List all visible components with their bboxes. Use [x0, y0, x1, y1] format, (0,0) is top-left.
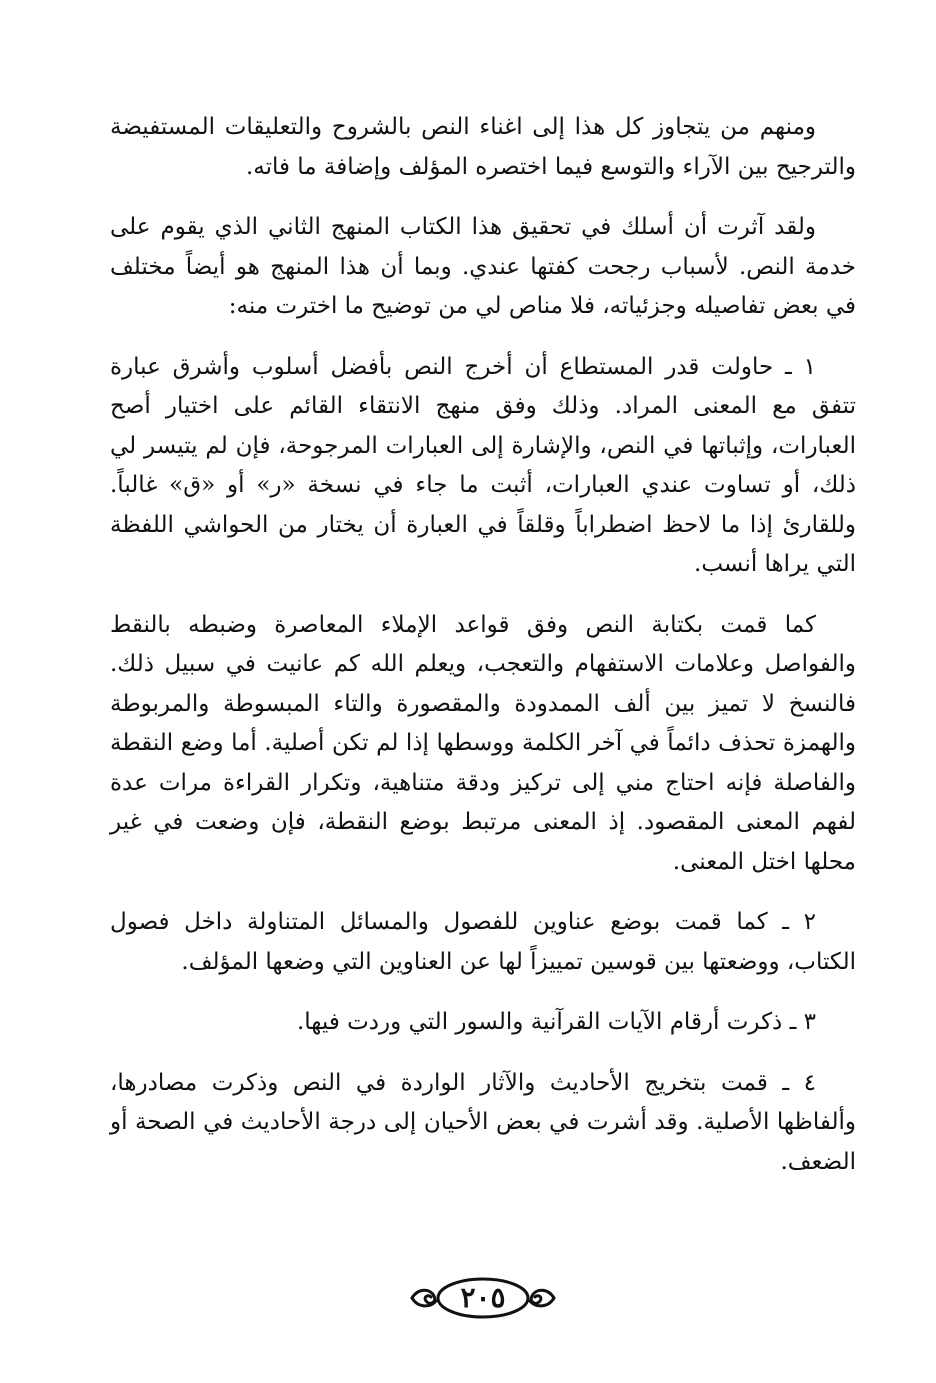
paragraph-6-item-3: ٣ ـ ذكرت أرقام الآيات القرآنية والسور التي وردت فيها.	[296, 1009, 816, 1035]
paragraph-5-item-2: ٢ ـ كما قمت بوضع عناوين للفصول والمسائل المتناولة داخل فصول الكتاب، ووضعتها بين قوسين تمييزاً لها عن العناوين التي وضعها المؤلف.	[110, 909, 856, 975]
paragraph-1: ومنهم من يتجاوز كل هذا إلى اغناء النص بالشروح والتعليقات المستفيضة والترجيح بين الآراء والتوسع فيما اختصره المؤلف وإضافة ما فاته.	[110, 114, 856, 180]
page-footer	[0, 1268, 936, 1328]
page-number: ٢٠٥	[460, 1281, 506, 1314]
paragraph-7-item-4: ٤ ـ قمت بتخريج الأحاديث والآثار الواردة في النص وذكرت مصادرها، وألفاظها الأصلية. وقد أشرت في بعض الأحيان إلى درجة الأحاديث في الصحة أو الضعف.	[110, 1069, 856, 1175]
paragraph-2: ولقد آثرت أن أسلك في تحقيق هذا الكتاب المنهج الثاني الذي يقوم على خدمة النص. لأسباب رجحت كفتها عندي. وبما أن هذا المنهج هو أيضاً مختلف في بعض تفاصيله وجزئياته، فلا مناص لي من توضيح ما اخترت منه:	[110, 214, 856, 319]
body-text	[110, 108, 856, 1203]
paragraph-4: كما قمت بكتابة النص وفق قواعد الإملاء المعاصرة وضبطه بالنقط والفواصل وعلامات الاستفهام والتعجب، ويعلم الله كم عانيت في سبيل ذلك. فالنسخ لا تميز بين ألف الممدودة والمقصورة والتاء المبسوطة والمربوطة والهمزة تحذف دائماً في آخر الكلمة ووسطها إذا لم تكن أصلية. أما وضع النقطة والفاصلة فإنه احتاج مني إلى تركيز ودقة متناهية، وتكرار القراءة مرات عدة لفهم المعنى المقصود. إذ المعنى مرتبط بوضع النقطة، فإن وضعت في غير محلها اختل المعنى.	[110, 611, 857, 875]
paragraph-3-item-1: ١ ـ حاولت قدر المستطاع أن أخرج النص بأفضل أسلوب وأشرق عبارة تتفق مع المعنى المراد. وذلك وفق منهج الانتقاء القائم على اختيار أصح العبارات، وإثباتها في النص، والإشارة إلى العبارات المرجوحة، فإن لم يتيسر لي ذلك، أو تساوت عندي العبارات، أثبت ما جاء في نسخة «ر» أو «ق» غالباً. وللقارئ إذا ما لاحظ اضطراباً وقلقاً في العبارة أن يختار من الحواشي اللفظة التي يراها أنسب.	[110, 353, 856, 577]
